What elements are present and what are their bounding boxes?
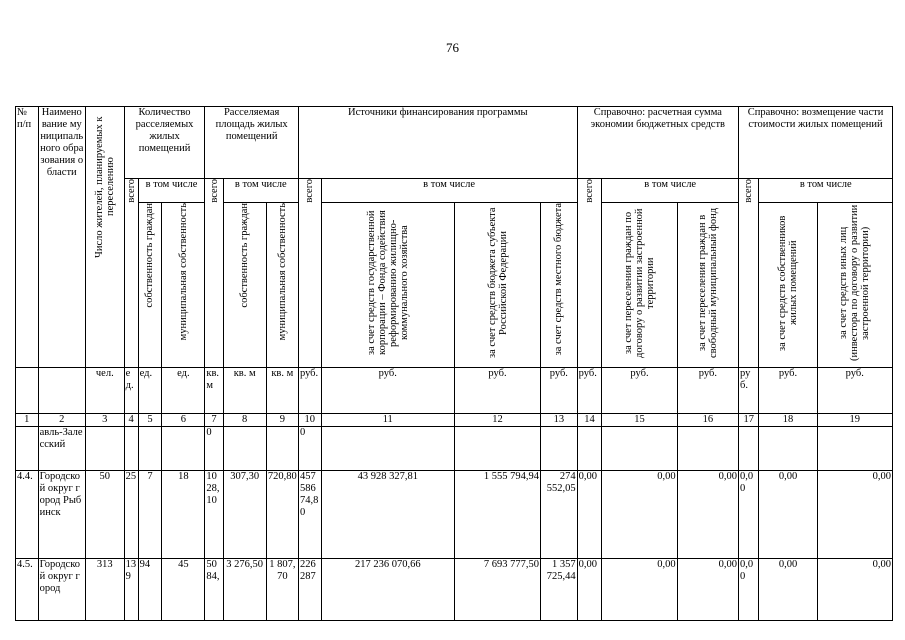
cell: 18 (162, 471, 205, 559)
cell: 1028,10 (205, 471, 223, 559)
header-others: за счет средств иных лиц (инвестора по договору о развитии застроенной территории) (817, 203, 892, 368)
cell: 1 555 794,94 (454, 471, 540, 559)
cell: 5084, (205, 559, 223, 621)
page-number: 76 (446, 40, 459, 55)
table-row (16, 471, 893, 559)
header-savings-incl: в том числе (602, 179, 739, 203)
col-number: 19 (817, 414, 892, 427)
cell: 0,00 (577, 559, 602, 621)
header-rooms-total: всего (124, 179, 138, 368)
header-dev-contract: за счет переселения граждан по договору о развитии застроенной территории (602, 203, 677, 368)
header-finance-total: всего (298, 179, 321, 368)
cell: 0,00 (602, 559, 677, 621)
cell-num: 4.4. (16, 471, 39, 559)
unit-cell: руб. (321, 368, 454, 414)
cell-num (16, 427, 39, 471)
cell: 0 (205, 427, 223, 471)
col-number: 12 (454, 414, 540, 427)
header-area-incl: в том числе (223, 179, 298, 203)
col-number: 8 (223, 414, 266, 427)
cell: 274 552,05 (541, 471, 578, 559)
unit-cell: руб. (541, 368, 578, 414)
col-number: 13 (541, 414, 578, 427)
cell-name: Городской округ город Рыбинск (38, 471, 85, 559)
header-row-incl (16, 179, 893, 203)
cell: 217 236 070,66 (321, 559, 454, 621)
col-number: 11 (321, 414, 454, 427)
cell (602, 427, 677, 471)
unit-cell: руб. (577, 368, 602, 414)
col-number: 10 (298, 414, 321, 427)
col-number: 17 (739, 414, 759, 427)
cell (223, 427, 266, 471)
header-area-municipal: муниципальная собственность (266, 203, 298, 368)
cell: 3 276,50 (223, 559, 266, 621)
cell: 45758674,80 (298, 471, 321, 559)
header-row-sub (16, 203, 893, 368)
table-row (16, 559, 893, 621)
col-number: 9 (266, 414, 298, 427)
cell: 50 (85, 471, 124, 559)
unit-cell: ед. (162, 368, 205, 414)
header-savings-total: всего (577, 179, 602, 368)
header-finance-group: Источники финансирования программы (298, 107, 577, 179)
col-number: 4 (124, 414, 138, 427)
unit-cell: руб. (739, 368, 759, 414)
unit-cell: руб. (817, 368, 892, 414)
header-comp-incl: в том числе (759, 179, 893, 203)
col-number: 1 (16, 414, 39, 427)
header-row-groups (16, 107, 893, 179)
cell (321, 427, 454, 471)
cell (739, 427, 759, 471)
cell (677, 427, 738, 471)
unit-cell: чел. (85, 368, 124, 414)
col-number: 3 (85, 414, 124, 427)
col-number: 2 (38, 414, 85, 427)
unit-cell: ед. (138, 368, 162, 414)
units-row (16, 368, 893, 414)
cell: 1 357 725,44 (541, 559, 578, 621)
header-fund: за счет средств государственной корпорации – Фонда содействия реформированию жилищно-коммунального хозяйства (321, 203, 454, 368)
unit-cell: руб. (298, 368, 321, 414)
header-area-citizens: собственность граждан (223, 203, 266, 368)
unit-cell: руб. (602, 368, 677, 414)
col-number: 5 (138, 414, 162, 427)
col-number: 18 (759, 414, 817, 427)
cell (138, 427, 162, 471)
cell: 94 (138, 559, 162, 621)
cell (759, 427, 817, 471)
cell: 226287 (298, 559, 321, 621)
cell: 307,30 (223, 471, 266, 559)
cell-num: 4.5. (16, 559, 39, 621)
col-number: 7 (205, 414, 223, 427)
header-free-fund: за счет переселения граждан в свободный муниципальный фонд (677, 203, 738, 368)
cell: 25 (124, 471, 138, 559)
cell (817, 427, 892, 471)
cell: 0 (298, 427, 321, 471)
cell: 313 (85, 559, 124, 621)
header-name: Наименование муниципального образования области (38, 107, 85, 368)
cell: 0,00 (817, 559, 892, 621)
cell: 0,00 (677, 471, 738, 559)
header-area-group: Расселяемая площадь жилых помещений (205, 107, 299, 179)
header-finance-incl: в том числе (321, 179, 577, 203)
header-rooms-incl: в том числе (138, 179, 205, 203)
col-number: 16 (677, 414, 738, 427)
cell (541, 427, 578, 471)
table-row (16, 427, 893, 471)
cell (124, 427, 138, 471)
cell: 1 807,70 (266, 559, 298, 621)
header-comp-total: всего (739, 179, 759, 368)
column-number-row (16, 414, 893, 427)
cell: 0,00 (577, 471, 602, 559)
header-residents: Число жителей, планируемых к переселению (85, 107, 124, 368)
unit-cell: руб. (677, 368, 738, 414)
header-area-total: всего (205, 179, 223, 368)
cell (162, 427, 205, 471)
unit-cell (16, 368, 39, 414)
unit-cell: кв. м (205, 368, 223, 414)
header-owners: за счет средств собственников жилых помещений (759, 203, 817, 368)
cell: 0,00 (759, 559, 817, 621)
cell: 0,00 (759, 471, 817, 559)
unit-cell: кв. м (223, 368, 266, 414)
cell: 0,00 (677, 559, 738, 621)
unit-cell (38, 368, 85, 414)
cell (266, 427, 298, 471)
header-rooms-group: Количество расселяемых жилых помещений (124, 107, 205, 179)
header-compensation-group: Справочно: возмещение части стоимости жилых помещений (739, 107, 893, 179)
cell-name: авль-Залесский (38, 427, 85, 471)
cell: 43 928 327,81 (321, 471, 454, 559)
cell: 720,80 (266, 471, 298, 559)
resettlement-table (15, 106, 893, 621)
unit-cell: кв. м (266, 368, 298, 414)
cell: 7 693 777,50 (454, 559, 540, 621)
cell: 139 (124, 559, 138, 621)
cell (577, 427, 602, 471)
col-number: 15 (602, 414, 677, 427)
cell (85, 427, 124, 471)
header-savings-group: Справочно: расчетная сумма экономии бюджетных средств (577, 107, 738, 179)
cell-name: Городской округ город (38, 559, 85, 621)
cell: 0,00 (817, 471, 892, 559)
header-regional-budget: за счет средств бюджета субъекта Российской Федерации (454, 203, 540, 368)
cell (454, 427, 540, 471)
unit-cell: руб. (759, 368, 817, 414)
cell: 0,00 (739, 559, 759, 621)
col-number: 14 (577, 414, 602, 427)
col-number: 6 (162, 414, 205, 427)
header-rooms-citizens: собственность граждан (138, 203, 162, 368)
cell: 0,00 (602, 471, 677, 559)
header-num: № п/п (16, 107, 39, 368)
unit-cell: руб. (454, 368, 540, 414)
cell: 45 (162, 559, 205, 621)
header-rooms-municipal: муниципальная собственность (162, 203, 205, 368)
unit-cell: ед. (124, 368, 138, 414)
header-local-budget: за счет средств местного бюджета (541, 203, 578, 368)
cell: 0,00 (739, 471, 759, 559)
cell: 7 (138, 471, 162, 559)
